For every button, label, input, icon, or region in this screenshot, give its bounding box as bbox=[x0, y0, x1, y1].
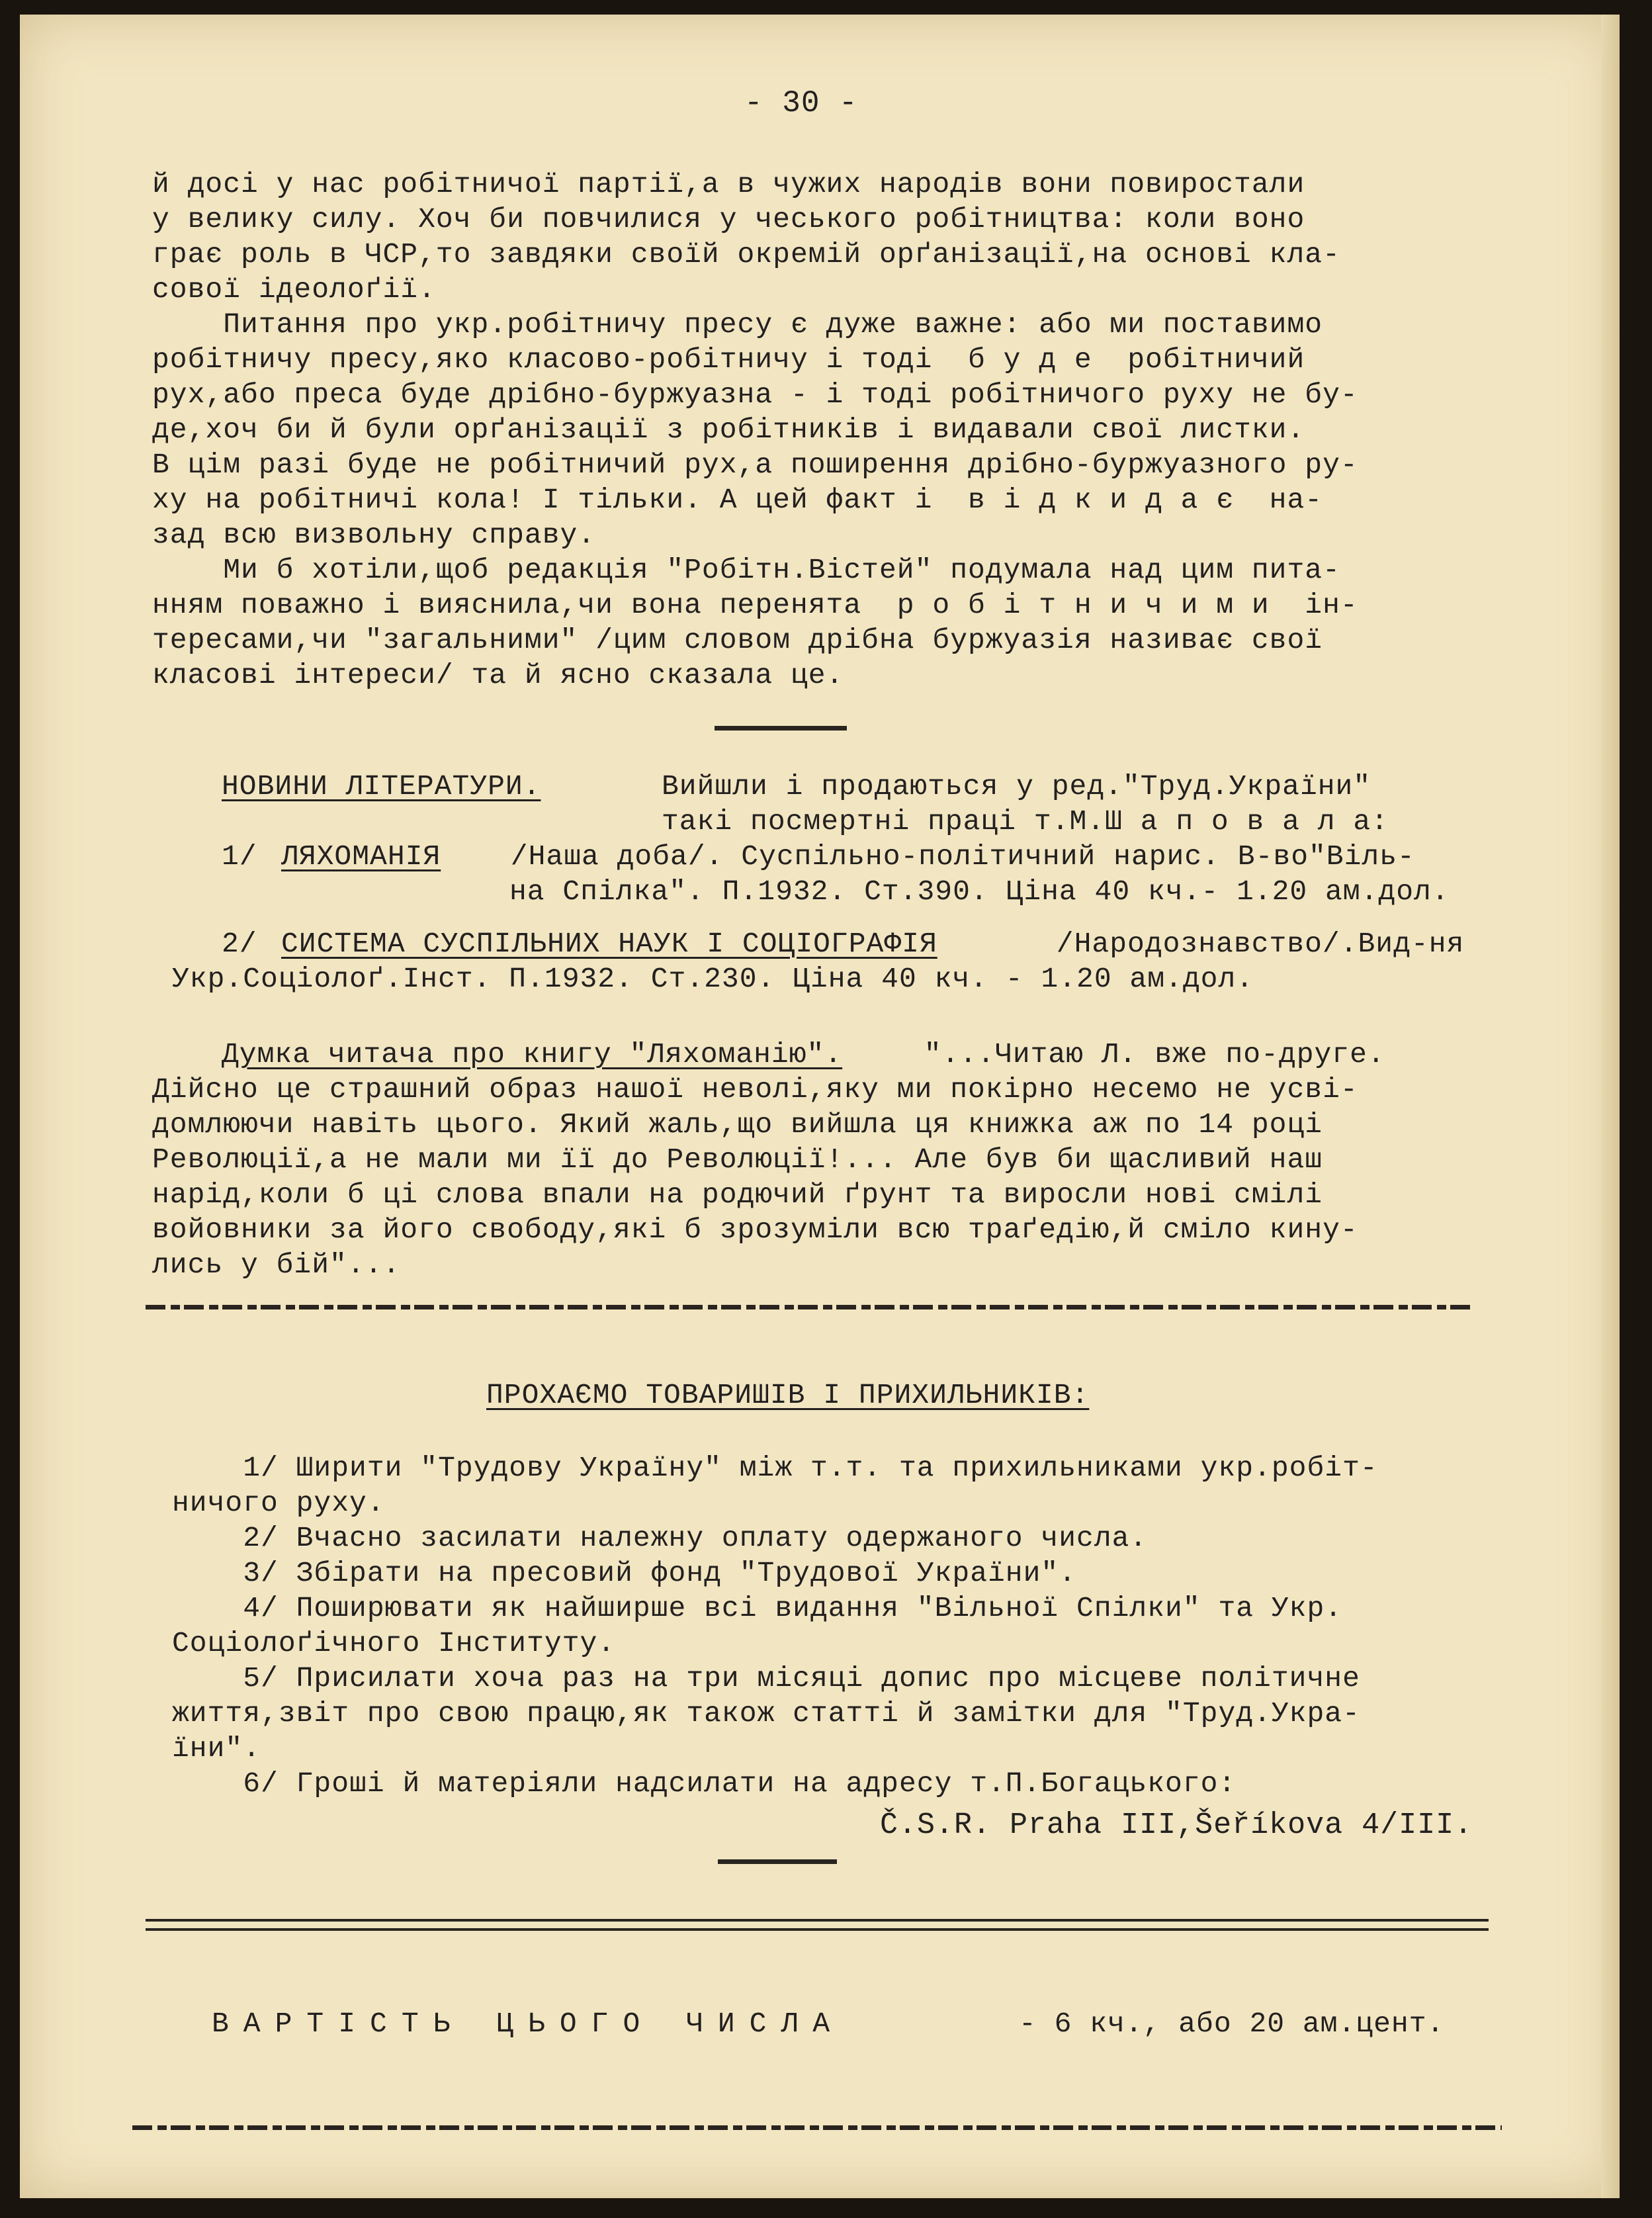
article-line: В цім разі буде не робітничий рух,а поширення дрібно-буржуазного ру- bbox=[152, 449, 1358, 481]
page-number: - 30 - bbox=[744, 86, 858, 120]
section-divider-short bbox=[718, 1859, 837, 1864]
book2-title: СИСТЕМА СУСПІЛЬНИХ НАУК І СОЦІОГРАФІЯ bbox=[281, 928, 937, 960]
article-line: грає роль в ЧСР,то завдяки своїй окремій орґанізації,на основі кла- bbox=[152, 238, 1340, 271]
appeal-list bbox=[172, 1450, 1378, 1801]
book2-description: Укр.Соціолоґ.Інст. П.1932. Ст.230. Ціна 40 кч. - 1.20 ам.дол. bbox=[172, 963, 1254, 995]
appeal-item: ничого руху. bbox=[172, 1487, 385, 1519]
appeal-item: 2/ Вчасно засилати належну оплату одержаного числа. bbox=[172, 1522, 1148, 1554]
appeal-item: Соціолоґічного Інституту. bbox=[172, 1627, 616, 1660]
article-line: де,хоч би й були орґанізації з робітників і видавали свої листки. bbox=[152, 414, 1305, 446]
article-line: Ми б хотіли,щоб редакція "Робітн.Вістей" подумала над цим пита- bbox=[152, 554, 1340, 586]
article-line: рух,або преса буде дрібно-буржуазна - і тоді робітничого руху не бу- bbox=[152, 378, 1358, 411]
section-divider-dashed bbox=[146, 1305, 1475, 1309]
article-text bbox=[152, 167, 1358, 693]
book1-description: /Наша доба/. Суспільно-політичний нарис. В-во"Віль- bbox=[493, 840, 1415, 873]
article-line: сової ідеолоґії. bbox=[152, 273, 436, 306]
appeal-item: 4/ Поширювати як найширше всі видання "Вільної Спілки" та Укр. bbox=[172, 1592, 1343, 1624]
appeal-item: життя,звіт про свою працю,як також статті й замітки для "Труд.Укра- bbox=[172, 1697, 1360, 1730]
price-label: ВАРТІСТЬ ЦЬОГО ЧИСЛА bbox=[212, 2008, 845, 2040]
book1-title: ЛЯХОМАНІЯ bbox=[281, 840, 441, 873]
appeal-item: їни". bbox=[172, 1732, 261, 1765]
literature-intro-line: такі посмертні праці т.М.Ш а п о в а л а: bbox=[662, 805, 1389, 838]
article-line: нням поважно і вияснила,чи вона перенята р о б і т н и ч и м и ін- bbox=[152, 589, 1358, 621]
double-rule-bottom bbox=[146, 1928, 1489, 1931]
reader-opinion-heading: Думка читача про книгу "Ляхоманію". bbox=[222, 1038, 843, 1071]
typewritten-page bbox=[20, 15, 1620, 2198]
appeal-item: 1/ Ширити "Трудову Україну" між т.т. та прихильниками укр.робіт- bbox=[172, 1452, 1378, 1484]
appeal-item: 3/ Збірати на пресовий фонд "Трудової України". bbox=[172, 1557, 1077, 1589]
book1-description: на Спілка". П.1932. Ст.390. Ціна 40 кч.- 1.20 ам.дол. bbox=[509, 875, 1450, 908]
bottom-divider-dashed bbox=[132, 2125, 1502, 2130]
book2-description: /Народознавство/.Вид-ня bbox=[1039, 928, 1465, 960]
appeal-item: 5/ Присилати хоча раз на три місяці допис про місцеве політичне bbox=[172, 1662, 1360, 1695]
book1-number: 1/ bbox=[222, 840, 257, 873]
price-value: - 6 кч., або 20 ам.цент. bbox=[1019, 2008, 1445, 2040]
reader-opinion-line: нарід,коли б ці слова впали на родючий ґрунт та виросли нові смілі bbox=[152, 1178, 1323, 1211]
reader-opinion-line: Дійсно це страшний образ нашої неволі,яку ми покірно несемо не усві- bbox=[152, 1073, 1358, 1106]
reader-opinion-body bbox=[152, 1072, 1358, 1282]
article-line: робітничу пресу,яко класово-робітничу і тоді б у д е робітничий bbox=[152, 343, 1305, 376]
article-line: й досі у нас робітничої партії,а в чужих народів вони повиростали bbox=[152, 168, 1305, 200]
appeal-item: 6/ Гроші й матеріяли надсилати на адресу т.П.Богацького: bbox=[172, 1767, 1237, 1800]
page-edge bbox=[1601, 15, 1620, 2198]
article-line: тересами,чи "загальними" /цим словом дрібна буржуазія називає свої bbox=[152, 624, 1323, 656]
article-line: класові інтереси/ та й ясно сказала це. bbox=[152, 659, 844, 691]
article-line: Питання про укр.робітничу пресу є дуже важне: або ми поставимо bbox=[152, 308, 1323, 341]
double-rule-top bbox=[146, 1919, 1489, 1922]
article-line: у велику силу. Хоч би повчилися у чеського робітництва: коли воно bbox=[152, 203, 1305, 236]
article-line: зад всю визвольну справу. bbox=[152, 519, 596, 551]
reader-opinion-line: Революції,а не мали ми її до Революції!... Але був би щасливий наш bbox=[152, 1143, 1323, 1176]
reader-opinion-line: войовники за його свободу,які б зрозуміли всю траґедію,й сміло кину- bbox=[152, 1214, 1358, 1246]
literature-heading: НОВИНИ ЛІТЕРАТУРИ. bbox=[222, 770, 541, 803]
reader-opinion-line: лись у бій"... bbox=[152, 1249, 401, 1281]
reader-opinion-line: домлюючи навіть цього. Який жаль,що вийшла ця книжка аж по 14 році bbox=[152, 1108, 1323, 1141]
mailing-address: Č.S.R. Praha III,Šeříkova 4/III. bbox=[880, 1808, 1473, 1842]
appeal-heading: ПРОХАЄМО ТОВАРИШІВ І ПРИХИЛЬНИКІВ: bbox=[486, 1379, 1090, 1411]
section-divider-short bbox=[715, 726, 847, 731]
literature-intro-line: Вийшли і продаються у ред."Труд.України" bbox=[662, 770, 1371, 803]
book2-number: 2/ bbox=[222, 928, 257, 960]
reader-opinion-text: "...Читаю Л. вже по-друге. bbox=[906, 1038, 1385, 1071]
article-line: ху на робітничі кола! І тільки. А цей факт і в і д к и д а є на- bbox=[152, 484, 1323, 516]
